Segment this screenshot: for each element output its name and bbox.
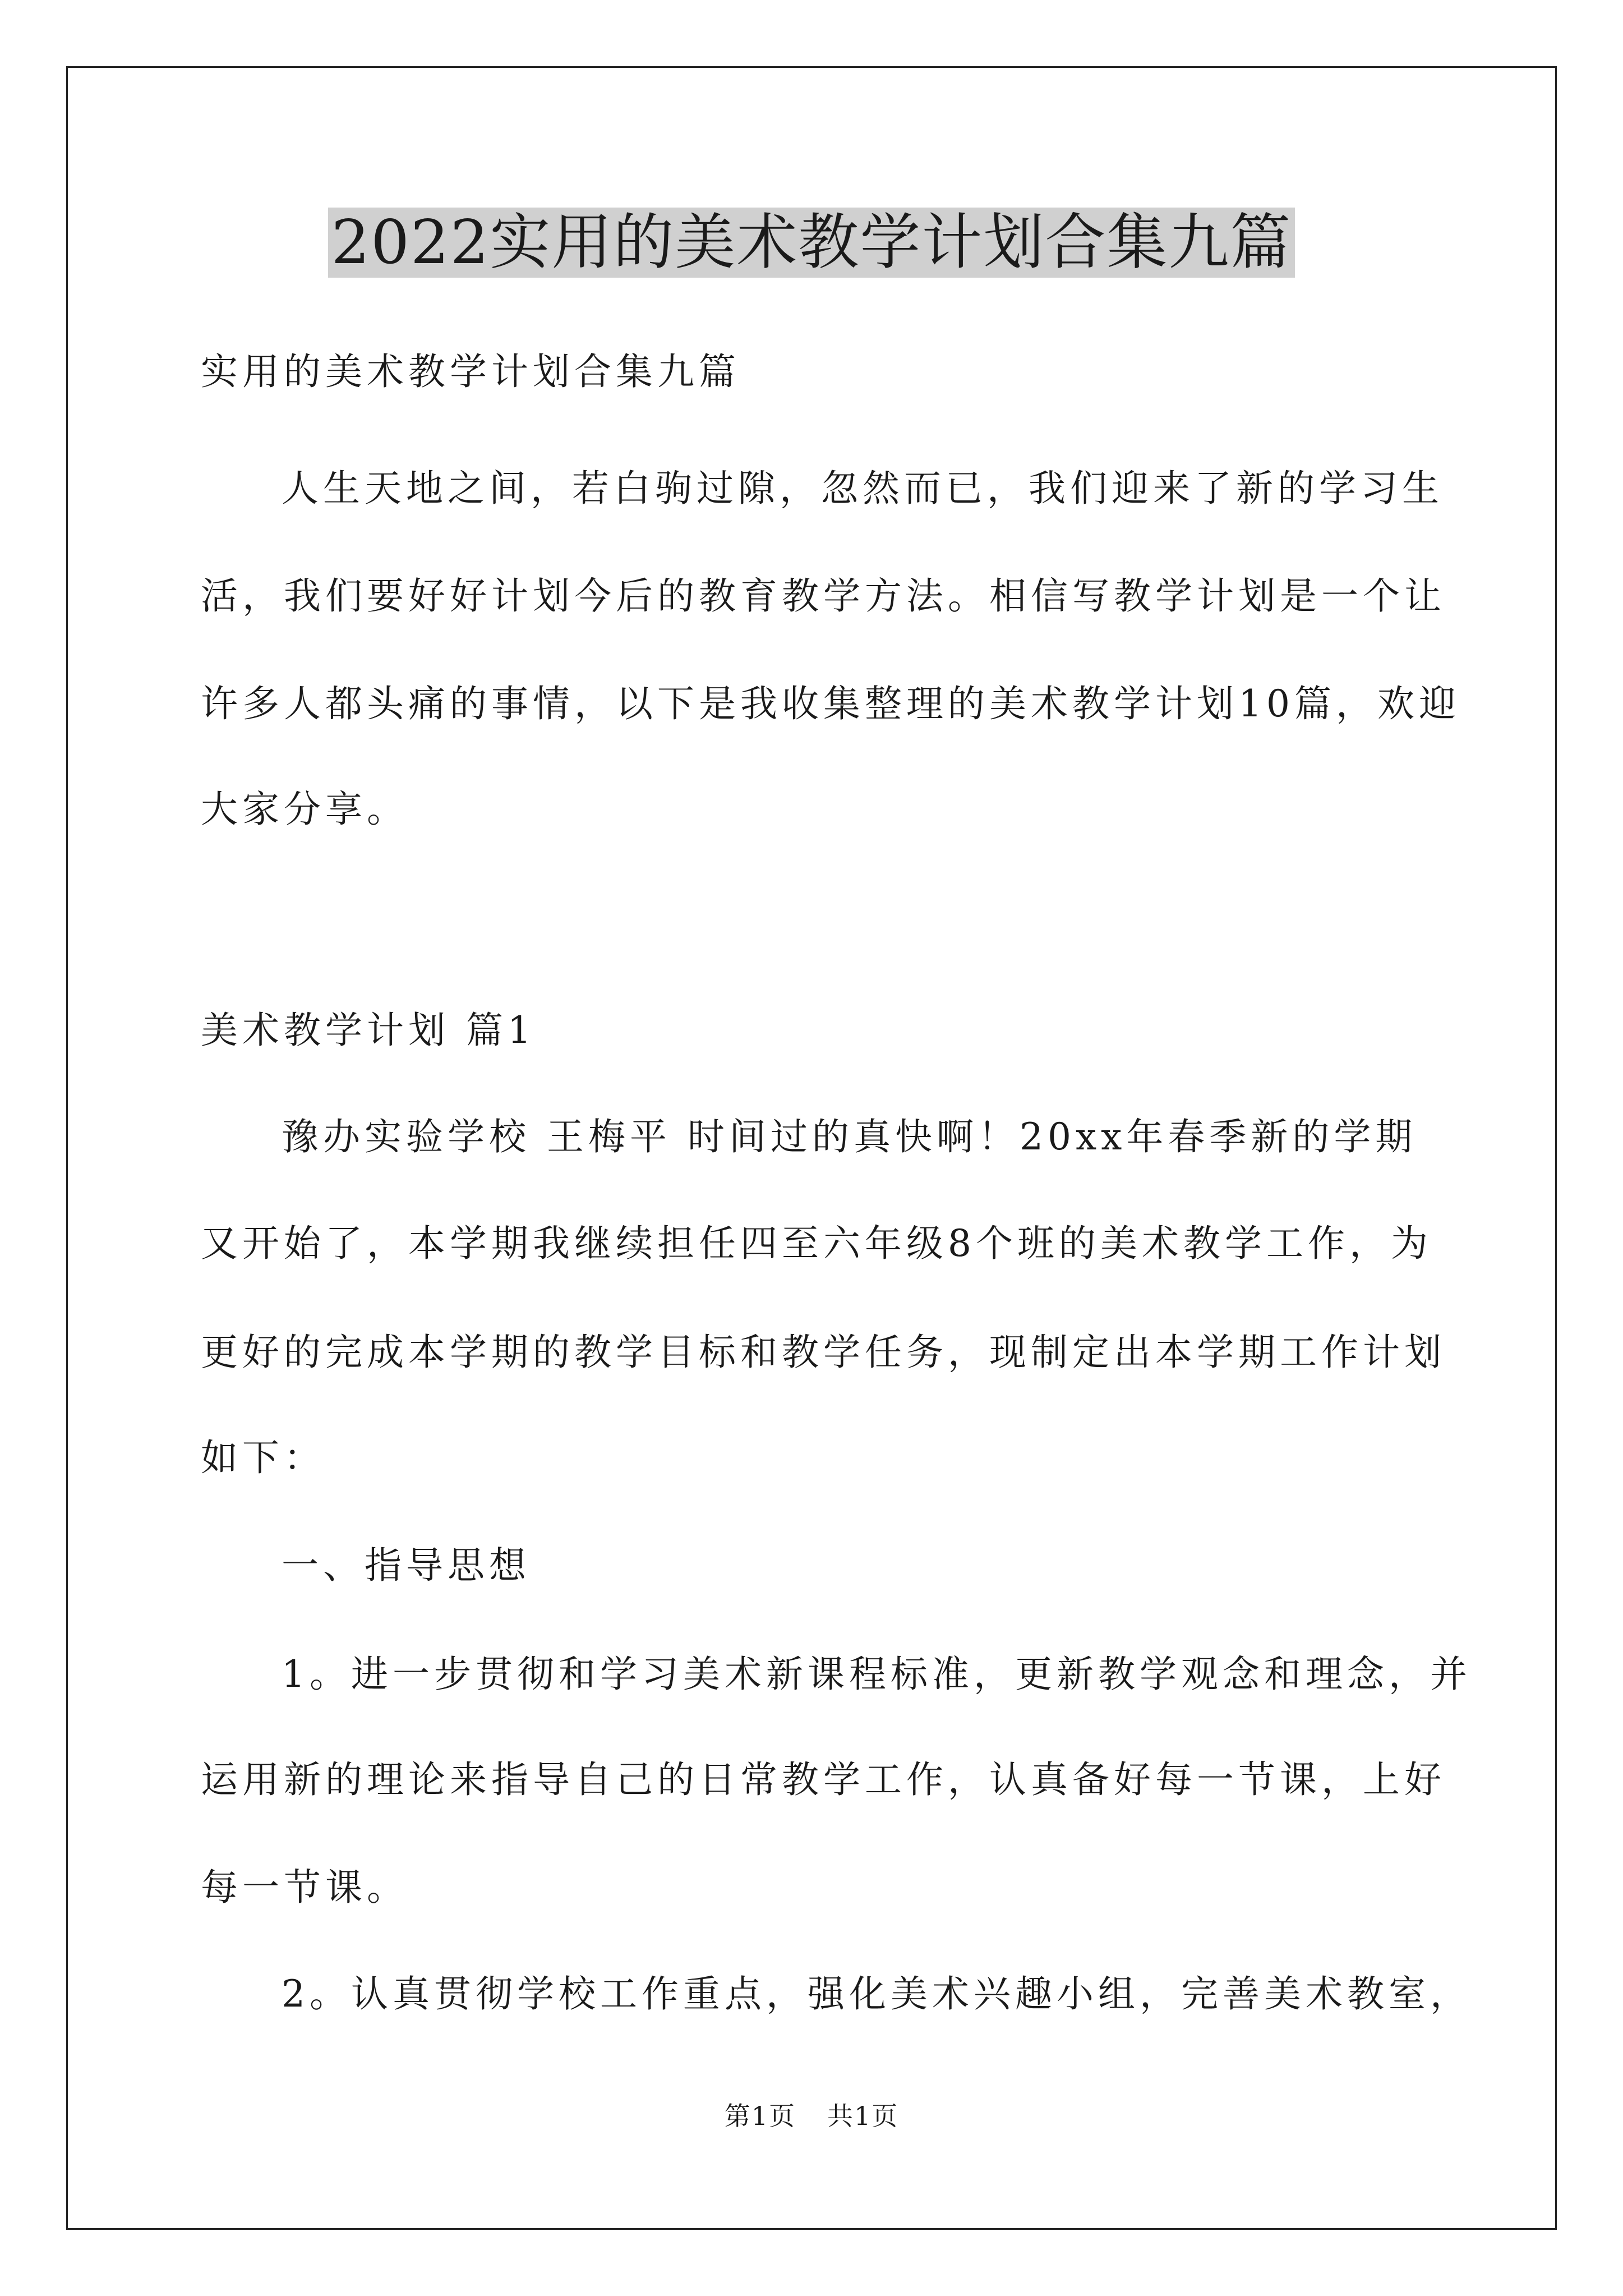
intro-line-1: 人生天地之间，若白驹过隙，忽然而已，我们迎来了新的学习生 [282, 467, 1444, 510]
body-line-4: 如下： [201, 1436, 325, 1479]
page-footer [0, 2099, 1623, 2133]
section-heading: 美术教学计划 篇1 [201, 1009, 536, 1052]
body-line-3: 更好的完成本学期的教学目标和教学任务，现制定出本学期工作计划 [201, 1331, 1446, 1374]
item2-line-1: 2。认真贯彻学校工作重点，强化美术兴趣小组，完善美术教室， [282, 1972, 1472, 2016]
body-line-2: 又开始了，本学期我继续担任四至六年级8个班的美术教学工作，为 [201, 1222, 1432, 1265]
body-line-1: 豫办实验学校 王梅平 时间过的真快啊！20xx年春季新的学期 [282, 1115, 1417, 1158]
intro-line-3: 许多人都头痛的事情，以下是我收集整理的美术教学计划10篇，欢迎 [201, 682, 1460, 725]
guideline-heading: 一、指导思想 [282, 1544, 531, 1587]
intro-line-2: 活，我们要好好计划今后的教育教学方法。相信写教学计划是一个让 [201, 574, 1446, 618]
document-title-text: 2022实用的美术教学计划合集九篇 [328, 208, 1295, 278]
page-number-total: 共1页 [827, 2101, 899, 2131]
item1-line-2: 运用新的理论来指导自己的日常教学工作，认真备好每一节课，上好 [201, 1758, 1446, 1801]
page-number-current: 第1页 [724, 2101, 796, 2131]
document-subtitle: 实用的美术教学计划合集九篇 [201, 350, 740, 393]
item1-line-1: 1。进一步贯彻和学习美术新课程标准，更新教学观念和理念，并 [282, 1653, 1472, 1696]
item1-line-3: 每一节课。 [201, 1866, 408, 1909]
document-title [0, 201, 1623, 285]
intro-line-4: 大家分享。 [201, 788, 408, 831]
